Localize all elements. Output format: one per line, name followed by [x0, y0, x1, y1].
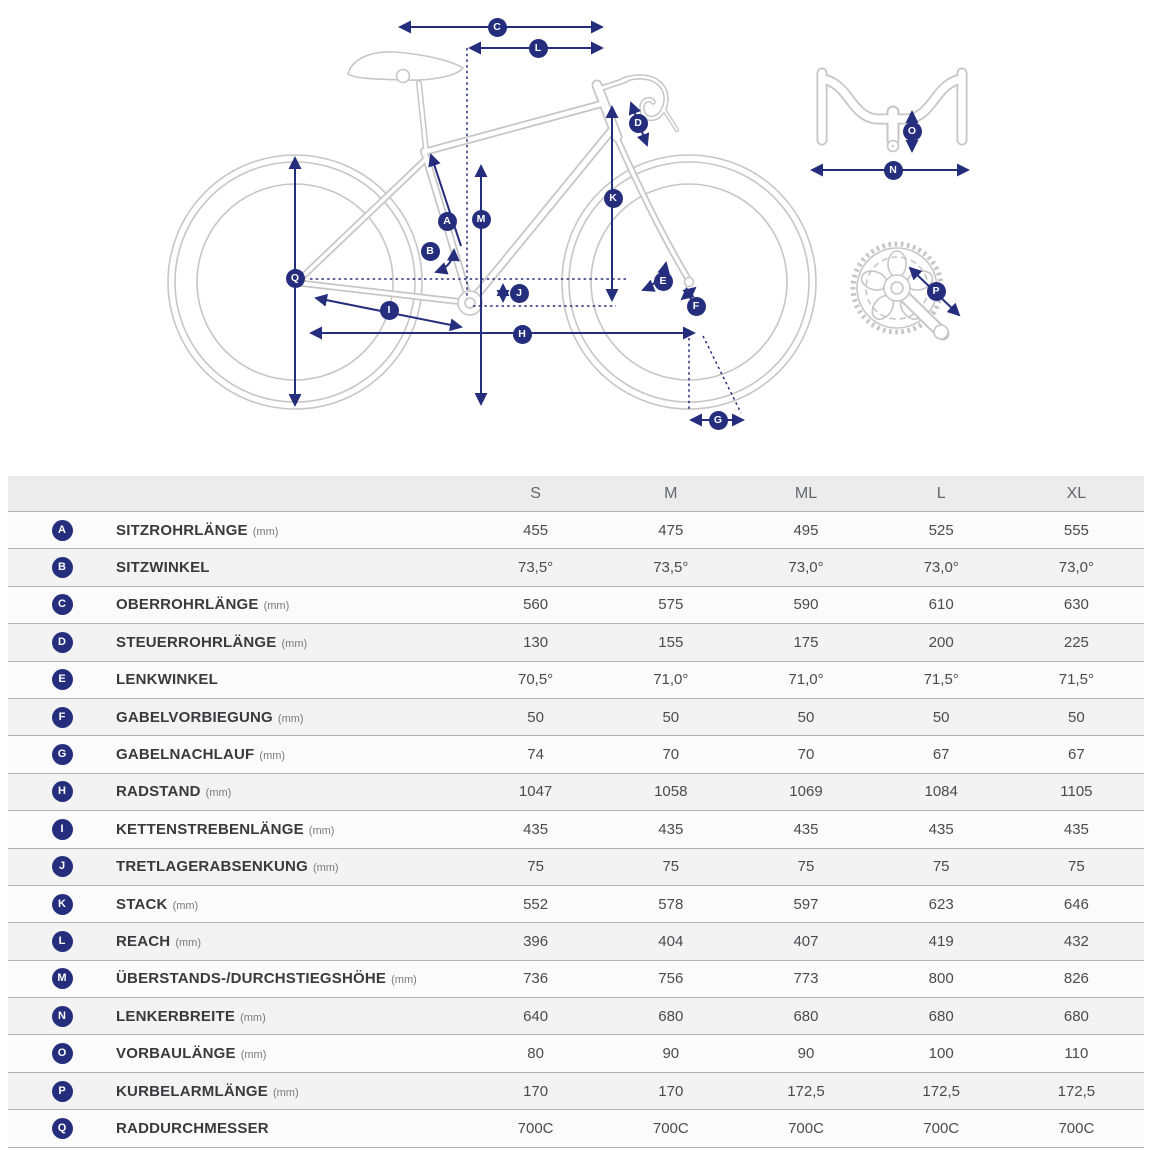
row-label: SITZWINKEL: [116, 559, 210, 577]
table-row-D: [8, 623, 1144, 660]
row-marker-D: D: [52, 632, 73, 653]
row-marker-M: M: [52, 968, 73, 989]
row-unit: (mm): [240, 1049, 267, 1062]
diagram-marker-Q: Q: [286, 269, 305, 288]
row-unit: (mm): [252, 525, 279, 538]
value-O-S: 80: [527, 1045, 544, 1063]
row-label-cell: [116, 783, 468, 800]
bike-line-art: [0, 0, 1152, 476]
table-row-H: [8, 773, 1144, 810]
diagram-marker-F: F: [687, 297, 706, 316]
table-row-L: [8, 922, 1144, 959]
value-F-ML: 50: [797, 708, 815, 726]
value-C-XL: 630: [1063, 596, 1089, 614]
value-B-XL: 73,0°: [1058, 559, 1094, 577]
row-unit: (mm): [263, 600, 290, 613]
value-L-XL: 432: [1063, 932, 1089, 950]
value-G-XL: 67: [1068, 746, 1085, 764]
row-unit: (mm): [259, 750, 286, 763]
value-L-ML: 407: [793, 932, 819, 950]
value-H-L: 1084: [924, 783, 958, 801]
row-marker-cell: [8, 1118, 116, 1139]
value-J-ML: 75: [797, 858, 815, 876]
value-Q-L: 700C: [923, 1119, 960, 1137]
row-marker-cell: [8, 632, 116, 653]
value-Q-M: 700C: [652, 1119, 689, 1137]
value-K-XL: 646: [1063, 895, 1089, 913]
value-B-S: 73,5°: [517, 559, 554, 577]
value-I-ML: 435: [793, 820, 819, 838]
handlebar-top-view: [822, 73, 962, 152]
value-N-M: 680: [658, 1007, 684, 1025]
diagram-marker-G: G: [709, 411, 728, 430]
value-J-M: 75: [662, 858, 680, 876]
row-label-cell: [116, 1083, 468, 1100]
value-I-L: 435: [928, 820, 954, 838]
row-label: ÜBERSTANDS-/DURCHSTIEGSHÖHE: [116, 970, 387, 988]
value-A-ML: 495: [793, 521, 819, 539]
value-J-XL: 75: [1068, 858, 1085, 876]
row-label-cell: [116, 596, 468, 613]
value-K-L: 623: [928, 895, 954, 913]
row-marker-G: G: [52, 744, 73, 765]
table-header-row: [8, 476, 1144, 511]
row-marker-L: L: [52, 931, 73, 952]
row-marker-cell: [8, 781, 116, 802]
column-header-M: M: [664, 484, 678, 502]
row-unit: (mm): [391, 974, 417, 987]
row-label: TRETLAGERABSENKUNG: [116, 858, 308, 876]
value-C-M: 575: [658, 596, 684, 614]
row-marker-cell: [8, 669, 116, 690]
value-G-L: 67: [932, 746, 950, 764]
row-marker-H: H: [52, 781, 73, 802]
row-marker-J: J: [52, 856, 73, 877]
value-E-ML: 71,0°: [788, 671, 824, 689]
value-L-M: 404: [658, 932, 684, 950]
table-row-C: [8, 586, 1144, 623]
row-label-cell: [116, 821, 468, 838]
geometry-table: [8, 476, 1144, 1148]
table-row-M: [8, 960, 1144, 997]
value-I-S: 435: [523, 820, 549, 838]
value-H-S: 1047: [518, 783, 553, 801]
row-marker-A: A: [52, 520, 73, 541]
value-C-L: 610: [928, 596, 954, 614]
value-D-XL: 225: [1063, 633, 1089, 651]
value-P-L: 172,5: [922, 1082, 960, 1100]
row-label-cell: [116, 1120, 468, 1137]
value-C-ML: 590: [793, 596, 819, 614]
value-Q-S: 700C: [517, 1119, 554, 1137]
value-A-M: 475: [658, 521, 684, 539]
row-label-cell: [116, 1008, 468, 1025]
row-label: GABELVORBIEGUNG: [116, 708, 273, 726]
row-marker-cell: [8, 1081, 116, 1102]
value-D-M: 155: [658, 633, 684, 651]
value-J-L: 75: [932, 858, 950, 876]
column-header-ML: ML: [794, 484, 818, 502]
row-marker-cell: [8, 744, 116, 765]
row-marker-E: E: [52, 669, 73, 690]
row-label-cell: [116, 671, 468, 688]
value-N-S: 640: [523, 1007, 549, 1025]
value-A-S: 455: [523, 521, 549, 539]
value-G-S: 74: [527, 746, 544, 764]
table-row-O: [8, 1034, 1144, 1071]
diagram-marker-A: A: [438, 212, 457, 231]
column-header-XL: XL: [1066, 484, 1087, 502]
diagram-marker-I: I: [380, 301, 399, 320]
geometry-diagram: [0, 0, 1152, 476]
value-O-ML: 90: [797, 1045, 815, 1063]
diagram-marker-P: P: [927, 282, 946, 301]
row-marker-I: I: [52, 819, 73, 840]
value-D-L: 200: [928, 633, 954, 651]
row-marker-C: C: [52, 594, 73, 615]
value-E-S: 70,5°: [517, 671, 554, 689]
table-row-F: [8, 698, 1144, 735]
row-label-cell: [116, 858, 468, 875]
row-label-cell: [116, 746, 468, 763]
diagram-marker-O: O: [903, 122, 922, 141]
row-label: KURBELARMLÄNGE: [116, 1082, 268, 1100]
row-marker-O: O: [52, 1043, 73, 1064]
table-row-J: [8, 848, 1144, 885]
diagram-marker-K: K: [604, 189, 623, 208]
diagram-marker-C: C: [488, 18, 507, 37]
column-header-S: S: [530, 484, 541, 502]
diagram-marker-L: L: [529, 39, 548, 58]
row-label: GABELNACHLAUF: [116, 746, 255, 764]
value-N-XL: 680: [1063, 1007, 1089, 1025]
row-unit: (mm): [172, 899, 199, 912]
value-H-M: 1058: [654, 783, 688, 801]
diagram-marker-N: N: [884, 161, 903, 180]
row-label-cell: [116, 559, 468, 576]
row-label-cell: [116, 970, 468, 987]
value-F-S: 50: [527, 708, 544, 726]
value-G-ML: 70: [797, 746, 815, 764]
value-P-XL: 172,5: [1057, 1082, 1096, 1100]
value-K-M: 578: [658, 895, 684, 913]
diagram-marker-J: J: [510, 284, 529, 303]
value-J-S: 75: [527, 858, 544, 876]
value-E-L: 71,5°: [923, 671, 959, 689]
value-D-S: 130: [523, 633, 549, 651]
row-marker-cell: [8, 520, 116, 541]
value-N-L: 680: [928, 1007, 954, 1025]
row-label: OBERROHRLÄNGE: [116, 596, 259, 614]
diagram-marker-H: H: [513, 325, 532, 344]
diagram-marker-M: M: [472, 210, 491, 229]
row-marker-K: K: [52, 894, 73, 915]
row-marker-cell: [8, 707, 116, 728]
row-marker-cell: [8, 856, 116, 877]
row-unit: (mm): [205, 787, 232, 800]
column-header-L: L: [936, 484, 946, 502]
row-unit: (mm): [272, 1086, 299, 1099]
diagram-marker-E: E: [654, 272, 673, 291]
value-B-L: 73,0°: [923, 559, 959, 577]
row-unit: (mm): [281, 637, 308, 650]
value-F-L: 50: [932, 708, 950, 726]
row-marker-cell: [8, 594, 116, 615]
row-label: LENKWINKEL: [116, 671, 218, 689]
diagram-marker-B: B: [421, 242, 440, 261]
row-label-cell: [116, 709, 468, 726]
table-row-E: [8, 661, 1144, 698]
value-K-ML: 597: [793, 895, 819, 913]
row-unit: (mm): [240, 1011, 266, 1024]
row-marker-cell: [8, 894, 116, 915]
row-marker-Q: Q: [52, 1118, 73, 1139]
value-L-L: 419: [928, 932, 954, 950]
row-label: RADSTAND: [116, 783, 201, 801]
table-row-K: [8, 885, 1144, 922]
value-E-XL: 71,5°: [1058, 671, 1094, 689]
value-P-ML: 172,5: [787, 1082, 825, 1100]
value-I-XL: 435: [1063, 820, 1089, 838]
value-M-M: 756: [658, 970, 684, 988]
value-M-S: 736: [523, 970, 549, 988]
row-label: RADDURCHMESSER: [116, 1119, 269, 1137]
value-M-L: 800: [928, 970, 954, 988]
value-O-L: 100: [928, 1045, 954, 1063]
value-Q-ML: 700C: [788, 1119, 824, 1137]
value-B-M: 73,5°: [653, 559, 689, 577]
row-unit: (mm): [175, 936, 201, 949]
value-O-M: 90: [662, 1045, 680, 1063]
value-A-XL: 555: [1063, 521, 1089, 539]
value-P-S: 170: [523, 1082, 549, 1100]
row-marker-N: N: [52, 1006, 73, 1027]
row-label: VORBAULÄNGE: [116, 1045, 236, 1063]
row-label: REACH: [116, 932, 171, 950]
row-marker-B: B: [52, 557, 73, 578]
row-label: STEUERROHRLÄNGE: [116, 633, 277, 651]
table-row-N: [8, 997, 1144, 1034]
row-unit: (mm): [308, 824, 335, 837]
table-row-Q: [8, 1109, 1144, 1147]
value-I-M: 435: [658, 820, 684, 838]
row-marker-F: F: [52, 707, 73, 728]
table-row-G: [8, 735, 1144, 772]
row-label-cell: [116, 896, 468, 913]
row-label: LENKERBREITE: [116, 1007, 236, 1025]
value-Q-XL: 700C: [1058, 1119, 1095, 1137]
value-L-S: 396: [523, 932, 549, 950]
value-F-XL: 50: [1068, 708, 1085, 726]
row-marker-cell: [8, 819, 116, 840]
row-unit: (mm): [277, 712, 304, 725]
row-label-cell: [116, 634, 468, 651]
row-label: KETTENSTREBENLÄNGE: [116, 820, 304, 838]
value-B-ML: 73,0°: [788, 559, 824, 577]
row-marker-cell: [8, 1043, 116, 1064]
value-A-L: 525: [928, 521, 954, 539]
value-C-S: 560: [523, 596, 549, 614]
diagram-marker-D: D: [629, 114, 648, 133]
value-P-M: 170: [658, 1082, 684, 1100]
value-E-M: 71,0°: [653, 671, 689, 689]
value-G-M: 70: [662, 746, 680, 764]
value-M-XL: 826: [1063, 970, 1089, 988]
row-marker-cell: [8, 557, 116, 578]
row-label-cell: [116, 1045, 468, 1062]
value-M-ML: 773: [793, 970, 819, 988]
value-K-S: 552: [523, 895, 549, 913]
row-label-cell: [116, 933, 468, 950]
table-row-A: [8, 511, 1144, 548]
value-D-ML: 175: [793, 633, 819, 651]
value-H-XL: 1105: [1060, 783, 1093, 801]
row-label: SITZROHRLÄNGE: [116, 521, 248, 539]
side-view-bike: [298, 77, 687, 303]
row-marker-cell: [8, 968, 116, 989]
row-marker-cell: [8, 931, 116, 952]
row-unit: (mm): [312, 862, 339, 875]
row-label-cell: [116, 522, 468, 539]
value-N-ML: 680: [793, 1007, 819, 1025]
table-row-B: [8, 548, 1144, 585]
row-marker-cell: [8, 1006, 116, 1027]
row-label: STACK: [116, 895, 168, 913]
table-row-I: [8, 810, 1144, 847]
value-F-M: 50: [662, 708, 680, 726]
table-row-P: [8, 1072, 1144, 1109]
value-H-ML: 1069: [789, 783, 823, 801]
value-O-XL: 110: [1064, 1045, 1089, 1063]
row-marker-P: P: [52, 1081, 73, 1102]
